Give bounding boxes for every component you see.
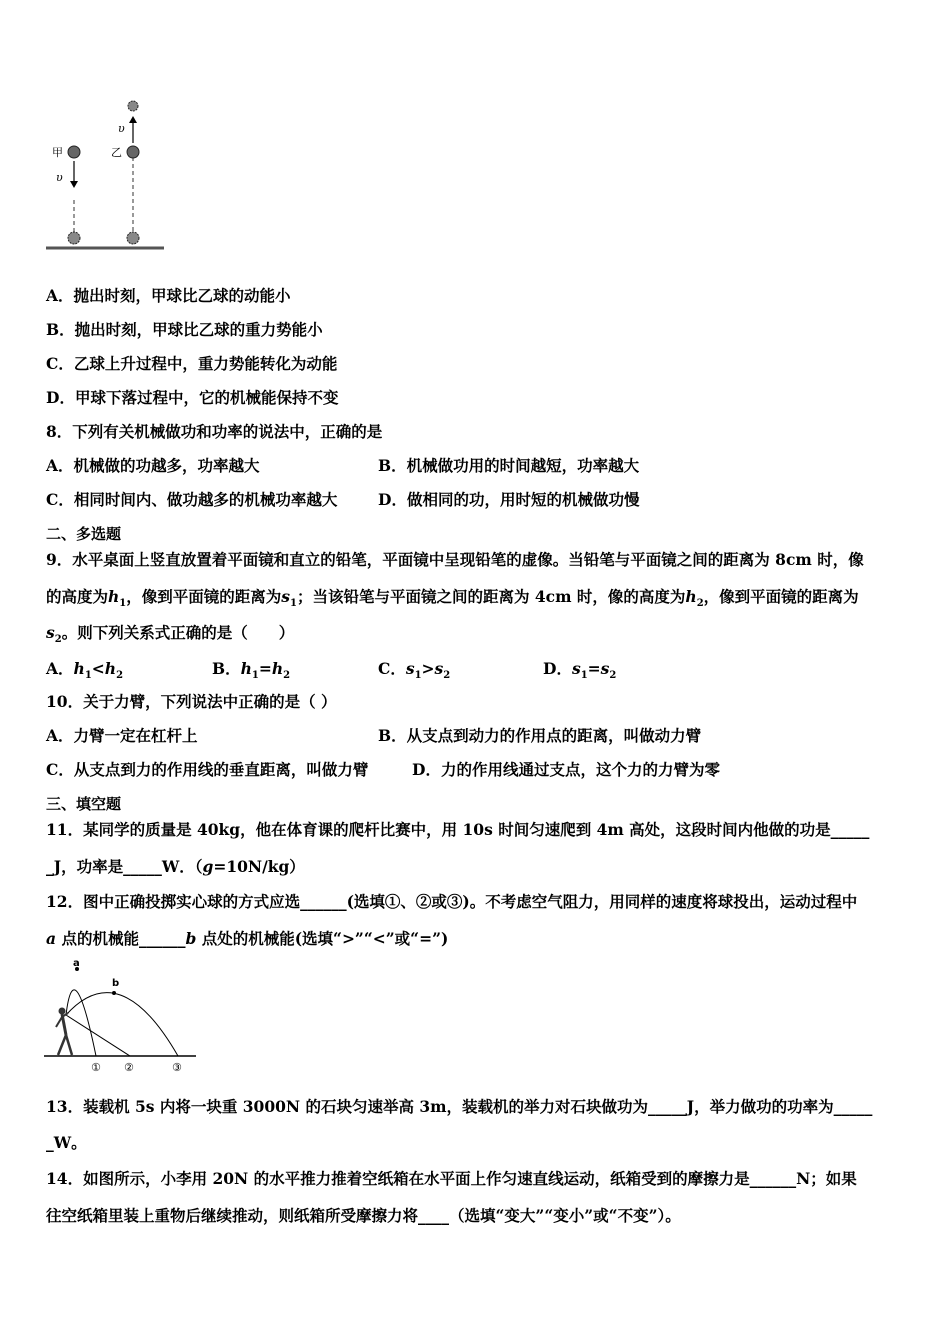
q7-option-a: A．抛出时刻，甲球比乙球的动能小 [46, 286, 291, 305]
yi-ball-ground [127, 232, 139, 244]
jia-arrow-head [70, 181, 78, 188]
q8-option-b: B．机械做功用的时间越短，功率越大 [378, 456, 640, 475]
q9-line1: 9．水平桌面上竖直放置着平面镜和直立的铅笔，平面镜中呈现铅笔的虚像。当铅笔与平面镜之间的距离为 8cm 时，像 [46, 550, 864, 569]
figure-ball-throw [40, 955, 210, 1080]
q10-option-a: A．力臂一定在杠杆上 [46, 726, 198, 745]
q9-line2: 的高度为$h_1$，像到平面镜的距离为$s_1$；当该铅笔与平面镜之间的距离为 4cm 时，像的高度为$h_2$，像到平面镜的距离为 [46, 587, 859, 610]
label-b: b [112, 978, 120, 989]
q14-line2: 往空纸箱里装上重物后继续推动，则纸箱所受摩擦力将____（选填“变大”“变小”或“不变”）。 [46, 1206, 681, 1225]
jia-ball [68, 146, 80, 158]
q13-line2: _W。 [46, 1133, 87, 1152]
q7-option-c: C．乙球上升过程中，重力势能转化为动能 [46, 354, 338, 373]
marker-2: ② [124, 1061, 134, 1074]
point-b [112, 991, 116, 995]
q8-option-d: D．做相同的功，用时短的机械做功慢 [378, 490, 640, 509]
marker-1: ① [91, 1061, 101, 1074]
q7-option-d: D．甲球下落过程中，它的机械能保持不变 [46, 388, 339, 407]
q9-line3: $s_2$。则下列关系式正确的是（ ） [46, 623, 295, 646]
q14-line1: 14．如图所示，小李用 20N 的水平推力推着空纸箱在水平面上作匀速直线运动，纸箱受到的摩擦力是______N；如果 [46, 1169, 857, 1188]
jia-v-label: υ [56, 171, 63, 184]
q7-option-b: B．抛出时刻，甲球比乙球的重力势能小 [46, 320, 323, 339]
q12-line1: 12．图中正确投掷实心球的方式应选______(选填①、②或③)。不考虑空气阻力，用同样的速度将球投出，运动过程中 [46, 892, 858, 911]
jia-ball-ground [68, 232, 80, 244]
q13-line1: 13．装载机 5s 内将一块重 3000N 的石块匀速举高 3m，装载机的举力对石块做功为_____J，举力做功的功率为_____ [46, 1097, 873, 1116]
trajectory-2 [66, 1015, 130, 1056]
section-fill-blank: 三、填空题 [46, 795, 122, 813]
q10-option-c: C．从支点到力的作用线的垂直距离，叫做力臂 [46, 760, 369, 779]
section-multiple-choice: 二、多选题 [46, 525, 122, 543]
label-a: a [73, 958, 80, 969]
q10-option-d: D．力的作用线通过支点，这个力的力臂为零 [412, 760, 720, 779]
q12-line2: a 点的机械能______b 点处的机械能(选填“>”“<”或“=”) [46, 929, 449, 948]
q11-line1: 11．某同学的质量是 40kg，他在体育课的爬杆比赛中，用 10s 时间匀速爬到 4m 高处，这段时间内他做的功是_____ [46, 820, 870, 839]
thrower-figure [56, 1008, 72, 1055]
q8-option-a: A．机械做的功越多，功率越大 [46, 456, 260, 475]
q8-stem: 8．下列有关机械做功和功率的说法中，正确的是 [46, 422, 383, 441]
q9-option-d: D．$s_1=s_2$ [543, 659, 617, 682]
yi-arrow-head [129, 116, 137, 123]
yi-ball-top [128, 101, 138, 111]
marker-3: ③ [172, 1061, 182, 1074]
q9-option-a: A．$h_1<h_2$ [46, 659, 124, 682]
q9-option-b: B．$h_1=h_2$ [212, 659, 291, 682]
figure-balls [40, 95, 210, 255]
q10-option-b: B．从支点到动力的作用点的距离，叫做动力臂 [378, 726, 702, 745]
yi-ball [127, 146, 139, 158]
jia-label: 甲 [52, 146, 63, 159]
q8-option-c: C．相同时间内、做功越多的机械功率越大 [46, 490, 338, 509]
q11-line2: _J，功率是_____W．（g=10N/kg） [46, 857, 305, 876]
trajectory-3 [66, 993, 178, 1056]
q9-option-c: C．$s_1>s_2$ [378, 659, 451, 682]
yi-label: 乙 [111, 146, 122, 159]
yi-v-label: υ [118, 122, 125, 135]
q10-stem: 10．关于力臂，下列说法中正确的是（ ） [46, 692, 337, 711]
